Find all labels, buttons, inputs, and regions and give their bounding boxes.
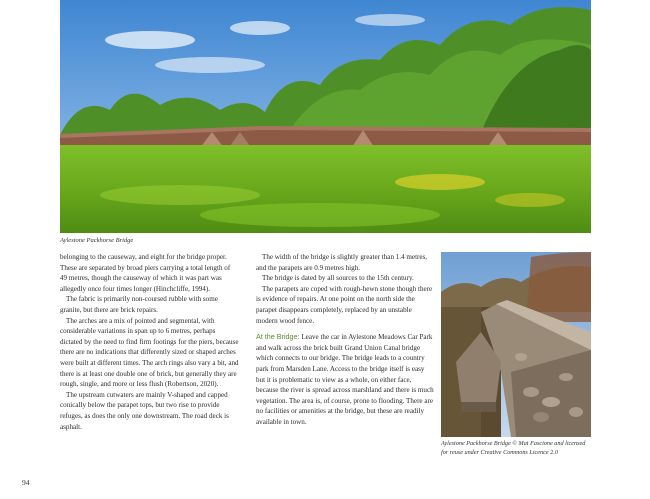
hero-photo — [60, 0, 591, 233]
text-column-1 — [60, 252, 239, 432]
section-heading: At the Bridge: — [256, 332, 300, 342]
paragraph: The parapets are coped with rough-hewn stone though there is evidence of repairs. At one point on the north side the parapet disappears completely, replaced by an unstable modern wood fence. — [256, 284, 433, 325]
text-column-2 — [256, 252, 435, 428]
bridge-river-illustration — [441, 252, 591, 437]
paragraph: belonging to the causeway, and eight for the bridge proper. These are separated by broad piers carrying a total length of 49 metres, though the causeway of which it was part was allegedly once four times longer (Hinchcliffe, 1994). — [60, 253, 231, 293]
at-the-bridge-paragraph — [256, 332, 435, 427]
page-number: 94 — [22, 478, 30, 487]
inset-photo — [441, 252, 591, 437]
section-text: Leave the car in Aylestone Meadows Car Park and walk across the brick built Grand Union Canal bridge which connects to our bridge. The bridge leads to a country park from Marsden Lane. Access to the bridge itself is easy but it is problematic to view as a whole, on either face, because the river is spread across marshland and there is much vegetation. The area is, of course, prone to flooding. There are no facilities or amenities at the bridge, but these are readily available in town. — [256, 333, 434, 426]
paragraph: The upstream cutwaters are mainly V-shaped and capped conically below the parapet tops, but two rise to provide refuges, as does the only one downstream. The road deck is asphalt. — [60, 390, 229, 431]
paragraph: The arches are a mix of pointed and segmental, with considerable variations in span up to 6 metres, perhaps dictated by the need to find firm footings for the piers, because there are no indications that differently sized or shaped arches were built at different times. The arch rings also vary a bit, and there is at least one double one of brick, but generally they are rough, single, and more or less flush (Robertson, 2020). — [60, 316, 239, 389]
paragraph: The bridge is dated by all sources to the 15th century. — [262, 274, 414, 283]
bridge-meadow-illustration — [60, 0, 591, 233]
paragraph: The fabric is primarily non-coursed rubble with some granite, but there are brick repairs. — [60, 295, 218, 314]
main-photo-caption: Aylestone Packhorse Bridge — [60, 237, 134, 244]
inset-photo-caption: Aylestone Packhorse Bridge © Mat Fascione and licensed for reuse under Creative Commons Licence 2.0 — [441, 440, 586, 456]
paragraph: The width of the bridge is slightly greater than 1.4 metres, and the parapets are 0.9 metres high. — [256, 253, 428, 272]
